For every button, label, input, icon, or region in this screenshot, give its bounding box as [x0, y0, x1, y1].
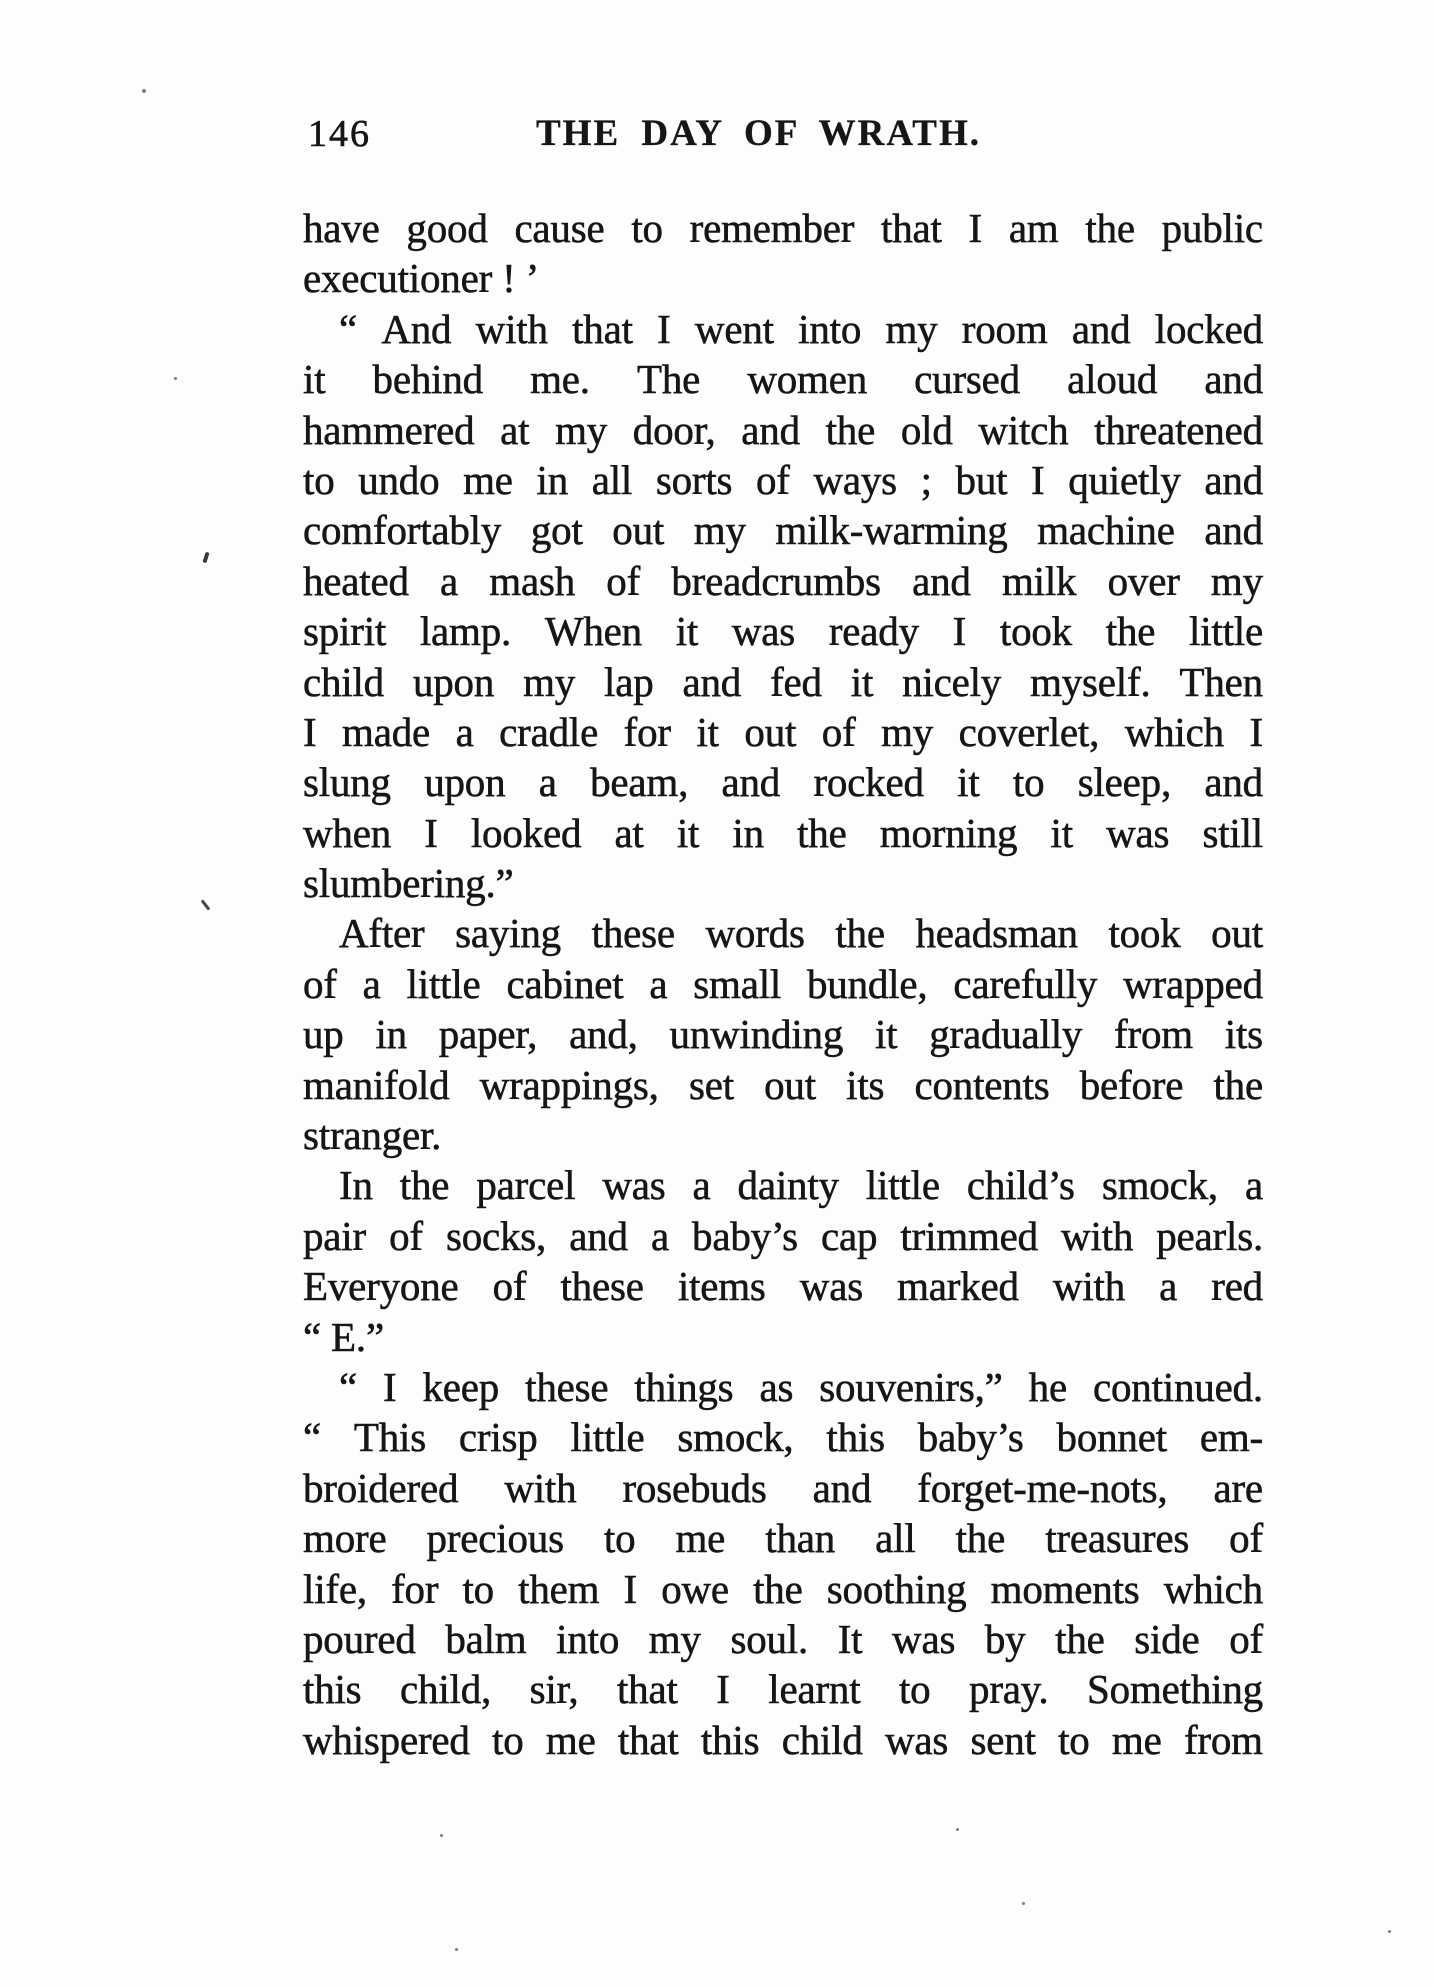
text-line: life, for to them I owe the soothing moments which [303, 1565, 1263, 1612]
text-line: “ E.” [303, 1313, 384, 1360]
text-line: pair of socks, and a baby’s cap trimmed with pearls. [303, 1212, 1263, 1259]
text-line: “ I keep these things as souvenirs,” he continued. [339, 1363, 1263, 1410]
text-line: child upon my lap and fed it nicely myself. Then [303, 658, 1263, 705]
text-line: this child, sir, that I learnt to pray. Something [303, 1666, 1263, 1713]
text-line: “ This crisp little smock, this baby’s bonnet em- [303, 1414, 1263, 1461]
page-number: 146 [308, 113, 371, 155]
text-line: broidered with rosebuds and forget-me-nots, are [303, 1464, 1263, 1511]
scan-mark [202, 552, 209, 564]
scan-speck [174, 377, 177, 380]
scan-mark [201, 899, 211, 910]
text-line: hammered at my door, and the old witch threatened [303, 406, 1263, 453]
text-line: comfortably got out my milk-warming machine and [303, 507, 1263, 554]
paragraph [303, 203, 1263, 304]
text-line: of a little cabinet a small bundle, carefully wrapped [303, 960, 1263, 1007]
text-line: spirit lamp. When it was ready I took the little [303, 608, 1263, 655]
paragraph [303, 304, 1263, 909]
text-line: manifold wrappings, set out its contents before the [303, 1061, 1263, 1108]
text-line: when I looked at it in the morning it was still [303, 809, 1263, 856]
text-line: executioner ! ’ [303, 255, 540, 302]
text-line: up in paper, and, unwinding it gradually from its [303, 1011, 1263, 1058]
text-line: Everyone of these items was marked with a red [303, 1263, 1263, 1310]
paragraph [303, 908, 1263, 1160]
text-line: whispered to me that this child was sent to me from [303, 1716, 1263, 1763]
scan-speck [142, 89, 146, 93]
scan-speck [1388, 1930, 1391, 1933]
text-line: to undo me in all sorts of ways ; but I quietly and [303, 456, 1263, 503]
paragraph [303, 1160, 1263, 1362]
page-body [303, 203, 1263, 1765]
text-line: In the parcel was a dainty little child’s smock, a [339, 1162, 1263, 1209]
text-line: it behind me. The women cursed aloud and [303, 356, 1263, 403]
text-line: “ And with that I went into my room and locked [339, 305, 1263, 352]
text-line: slumbering.” [303, 860, 514, 907]
text-line: heated a mash of breadcrumbs and milk over my [303, 557, 1263, 604]
scan-speck [956, 1828, 959, 1831]
text-line: After saying these words the headsman took out [339, 910, 1263, 957]
text-line: I made a cradle for it out of my coverlet, which I [303, 708, 1263, 755]
running-title: THE DAY OF WRATH. [536, 113, 982, 154]
text-line: more precious to me than all the treasures of [303, 1515, 1263, 1562]
text-line: have good cause to remember that I am the public [303, 205, 1263, 251]
scan-speck [440, 1834, 443, 1837]
text-line: slung upon a beam, and rocked it to sleep, and [303, 759, 1263, 806]
text-line: poured balm into my soul. It was by the side of [303, 1615, 1263, 1662]
scan-speck [1022, 1902, 1025, 1905]
text-line: stranger. [303, 1112, 442, 1159]
scan-speck [455, 1948, 458, 1951]
paragraph [303, 1362, 1263, 1765]
